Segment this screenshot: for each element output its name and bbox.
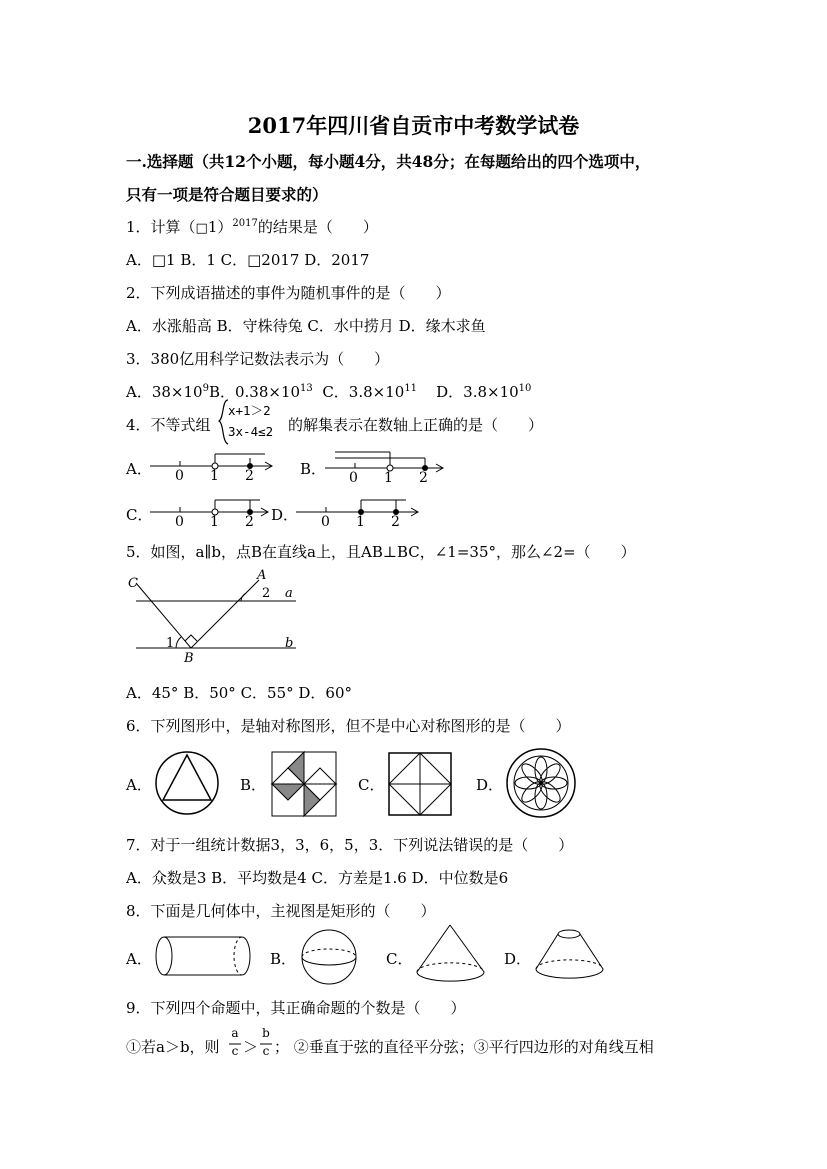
q1-minus-glyph: □ [195,221,208,236]
q4-stem-pre: 4．不等式组 [126,416,211,434]
q4-b-tick-0: 0 [349,470,358,486]
q3-option-c-exp: 11 [404,383,418,394]
q6-figure-c [386,750,454,818]
q9-prop1-post: ； ②垂直于弦的直径平分弦；③平行四边形的对角线互相 [274,1038,654,1056]
q7-options: A．众数是3 B．平均数是4 C．方差是1.6 D．中位数是6 [126,869,509,887]
q8-figure-d [532,924,608,986]
q6-option-d-label: D． [476,776,504,794]
q2-stem: 2．下列成语描述的事件为随机事件的是（ ） [126,284,451,302]
q8-option-c-label: C． [386,950,413,968]
q5-label-c: C [128,576,138,591]
q8-option-b-label: B． [270,950,297,968]
q4-option-c-label: C． [126,506,153,524]
q4-b-tick-1: 1 [384,470,393,486]
q6-stem: 6．下列图形中，是轴对称图形，但不是中心对称图形的是（ ） [126,717,571,735]
section-heading-line1: 一.选择题（共12个小题，每小题4分，共48分；在每题给出的四个选项中， [126,152,651,171]
q1-stem-mid: 1） [207,218,233,236]
q8-figure-a [154,934,254,980]
q7-stem: 7．对于一组统计数据3，3，6，5，3．下列说法错误的是（ ） [126,836,574,854]
q3-option-b-exp: 13 [300,383,313,394]
q9-frac2-den: c [262,1044,270,1058]
q5-label-a-point: A [257,568,267,583]
q3-stem: 3．380亿用科学记数法表示为（ ） [126,350,390,368]
q1-options: A．□1 B．1 C．□2017 D．2017 [126,251,370,269]
q4-d-tick-2: 2 [391,514,400,530]
q5-figure [126,568,301,668]
q5-options: A．45° B．50° C．55° D．60° [126,684,353,702]
q4-option-d-label: D． [271,506,299,524]
q8-figure-b [298,928,362,986]
q9-frac1-den: c [231,1044,239,1058]
q6-figure-b [268,748,340,820]
q8-option-a-label: A． [126,950,152,968]
q9-stem: 9．下列四个命题中，其正确命题的个数是（ ） [126,999,466,1017]
q5-label-line-b: b [285,636,294,651]
q4-eq1: x+1＞2 [228,403,271,418]
q1-stem-pre: 1．计算（ [126,218,196,236]
q4-c-tick-0: 0 [175,514,184,530]
q3-options [126,381,531,402]
q5-label-angle1: 1 [166,636,175,651]
q4-d-tick-1: 1 [356,514,365,530]
q8-stem: 8．下面是几何体中，主视图是矩形的（ ） [126,902,436,920]
q4-a-tick-1: 1 [210,468,219,484]
q1-stem-post: 的结果是（ ） [257,218,378,236]
q8-option-d-label: D． [504,950,532,968]
q1-exponent: 2017 [232,218,258,229]
q3-option-d-exp: 10 [518,383,532,394]
q3-option-c: C．3.8×10 [322,383,405,401]
q4-c-tick-2: 2 [245,514,254,530]
q4-stem-post: 的解集表示在数轴上正确的是（ ） [288,416,544,434]
q2-options: A．水涨船高 B．守株待兔 C．水中捞月 D．缘木求鱼 [126,317,486,335]
q9-frac2-num: b [262,1026,270,1040]
q4-b-tick-2: 2 [419,470,428,486]
q6-figure-d [504,746,578,820]
q1-stem [126,216,378,237]
q6-option-b-label: B． [240,776,267,794]
q3-option-a-exp: 9 [202,383,209,394]
q4-a-tick-2: 2 [245,468,254,484]
q5-stem: 5．如图，a∥b，点B在直线a上，且AB⊥BC，∠1=35°，那么∠2=（ ） [126,543,636,561]
q4-option-b-label: B． [300,460,327,478]
q4-a-tick-0: 0 [175,468,184,484]
q9-prop1-pre: ①若a＞b，则 [126,1038,220,1056]
q4-eq2: 3x-4≤2 [228,424,274,439]
q3-option-a: A．38×10 [126,383,203,401]
q4-option-a-label: A． [126,460,152,478]
q3-option-d: D．3.8×10 [436,383,519,401]
q6-option-a-label: A． [126,776,152,794]
q6-figure-a [154,748,224,818]
q4-c-tick-1: 1 [210,514,219,530]
q4-d-tick-0: 0 [321,514,330,530]
q5-label-b-point: B [184,651,194,666]
q5-label-angle2: 2 [262,586,271,601]
page-title: 2017年四川省自贡市中考数学试卷 [247,113,580,138]
q5-label-line-a: a [285,586,293,601]
section-heading-line2: 只有一项是符合题目要求的） [126,185,328,204]
q9-gt: ＞ [243,1038,259,1056]
q3-option-b: B．0.38×10 [208,383,301,401]
q8-figure-c [414,922,488,986]
q9-frac1-num: a [231,1026,239,1040]
q6-option-c-label: C． [358,776,385,794]
